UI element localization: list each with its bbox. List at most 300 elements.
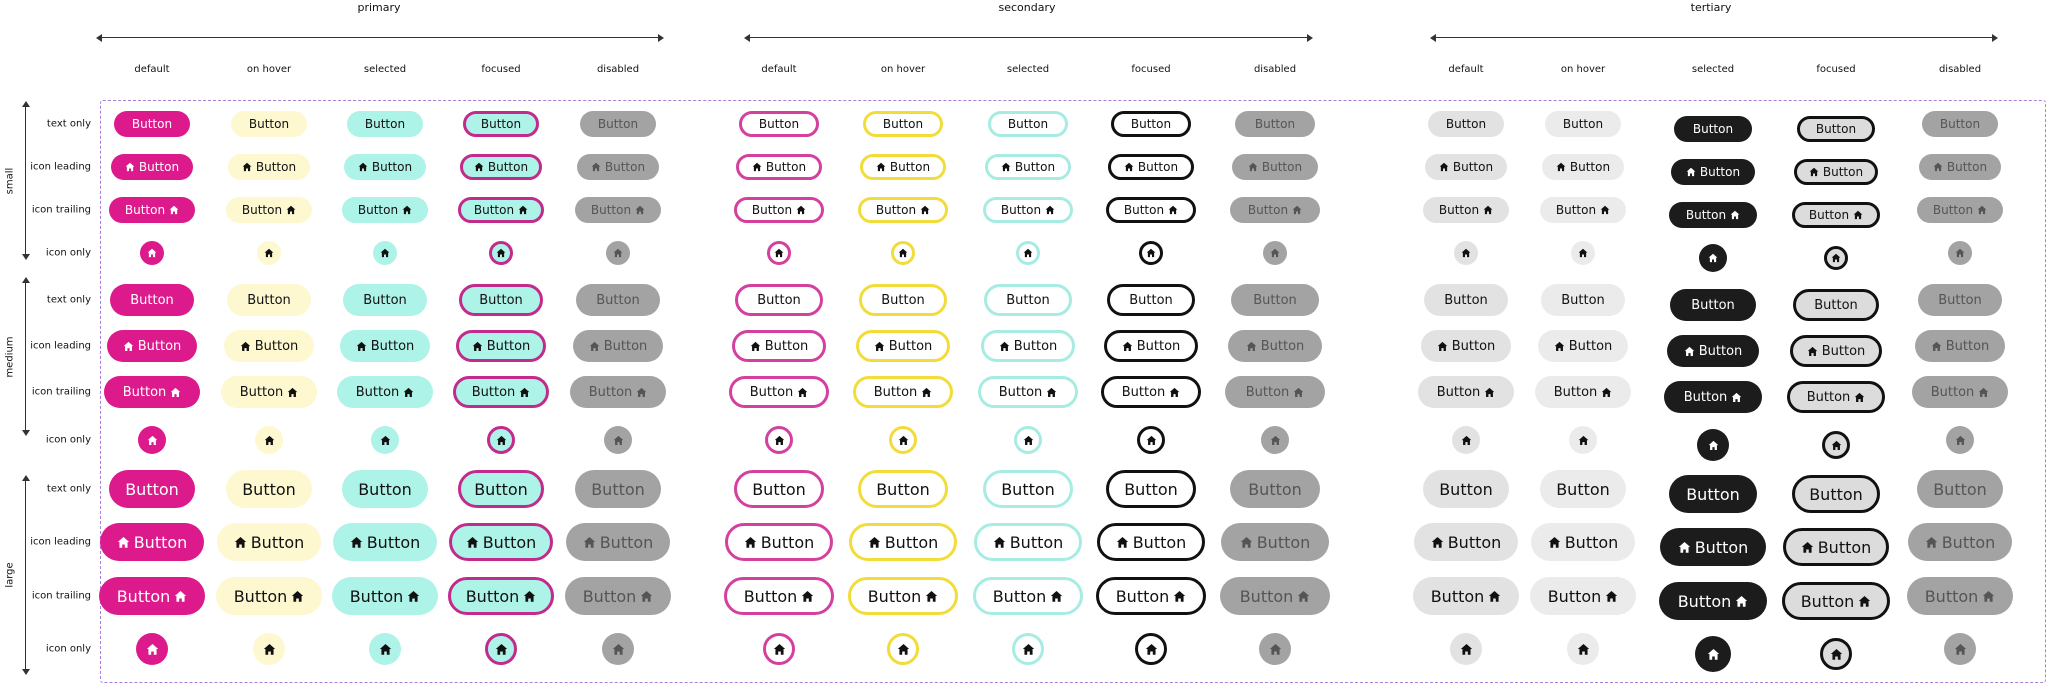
tertiary-button-large[interactable]: [1907, 577, 2013, 615]
tertiary-button-small[interactable]: [1917, 197, 2003, 223]
secondary-button-large[interactable]: [1106, 470, 1196, 508]
secondary-button-large[interactable]: [973, 577, 1083, 615]
button-label: Button: [1568, 338, 1613, 354]
tertiary-button-medium[interactable]: [1424, 284, 1508, 316]
state-label: focused: [1131, 64, 1171, 75]
button-label: Button: [1254, 117, 1296, 131]
tertiary-button-large[interactable]: [1792, 475, 1880, 513]
button-label: Button: [1683, 389, 1728, 405]
primary-button-small[interactable]: [231, 111, 307, 137]
state-label: on hover: [1560, 64, 1606, 75]
button-label: Button: [465, 586, 520, 606]
tertiary-button-large[interactable]: [1530, 577, 1636, 615]
primary-button-large[interactable]: [216, 577, 322, 615]
button-label: Button: [1121, 384, 1166, 400]
primary-button-medium[interactable]: [576, 284, 660, 316]
tertiary-button-small[interactable]: [1423, 197, 1509, 223]
primary-button-small[interactable]: [344, 154, 426, 180]
home-icon: [874, 341, 885, 352]
primary-button-medium[interactable]: [340, 330, 430, 362]
button-label: Button: [1685, 208, 1727, 222]
button-label: Button: [242, 479, 296, 499]
home-icon: [472, 341, 483, 352]
tertiary-button-large[interactable]: [1695, 636, 1731, 672]
secondary-button-small[interactable]: [1106, 197, 1196, 223]
home-icon: [1168, 205, 1178, 215]
button-label: Button: [1245, 384, 1290, 400]
home-icon: [1146, 248, 1156, 258]
home-icon: [898, 435, 909, 446]
primary-button-medium[interactable]: [453, 376, 549, 408]
primary-button-large[interactable]: [369, 633, 401, 665]
home-icon: [774, 435, 785, 446]
group-title-secondary: secondary: [998, 1, 1056, 14]
button-label: Button: [752, 479, 806, 499]
secondary-button-large[interactable]: [724, 577, 834, 615]
primary-button-medium[interactable]: [573, 330, 663, 362]
secondary-button-medium[interactable]: [1225, 376, 1325, 408]
size-label-medium: medium: [4, 335, 16, 378]
state-label: selected: [363, 64, 407, 75]
button-label: Button: [1938, 292, 1982, 308]
primary-button-small[interactable]: [114, 111, 190, 137]
primary-button-small[interactable]: [580, 111, 656, 137]
button-label: Button: [1123, 203, 1165, 217]
tertiary-button-small[interactable]: [1792, 202, 1880, 228]
secondary-button-large[interactable]: [858, 470, 948, 508]
tertiary-button-medium[interactable]: [1912, 376, 2008, 408]
home-icon: [1858, 595, 1871, 608]
home-icon: [797, 387, 808, 398]
tertiary-button-large[interactable]: [1783, 528, 1889, 566]
home-icon: [1146, 435, 1157, 446]
tertiary-button-small[interactable]: [1671, 159, 1755, 185]
tertiary-button-medium[interactable]: [1915, 330, 2005, 362]
secondary-button-medium[interactable]: [729, 376, 829, 408]
button-label: Button: [1939, 117, 1981, 131]
tertiary-button-large[interactable]: [1917, 470, 2003, 508]
button-label: Button: [596, 292, 640, 308]
secondary-button-large[interactable]: [887, 633, 919, 665]
tertiary-button-small[interactable]: [1545, 111, 1621, 137]
button-label: Button: [1800, 591, 1855, 611]
secondary-button-medium[interactable]: [765, 426, 793, 454]
secondary-button-medium[interactable]: [984, 284, 1072, 316]
button-label: Button: [889, 160, 931, 174]
secondary-button-small[interactable]: [739, 111, 819, 137]
row-label: icon only: [45, 643, 91, 655]
button-label: Button: [1561, 292, 1605, 308]
primary-button-small[interactable]: [140, 241, 164, 265]
secondary-button-large[interactable]: [725, 523, 833, 561]
tertiary-button-small[interactable]: [1540, 197, 1626, 223]
primary-button-small[interactable]: [257, 241, 281, 265]
primary-button-large[interactable]: [100, 523, 204, 561]
home-icon: [868, 536, 881, 549]
secondary-button-large[interactable]: [763, 633, 795, 665]
button-label: Button: [116, 586, 171, 606]
secondary-button-large[interactable]: [1097, 523, 1205, 561]
tertiary-button-medium[interactable]: [1535, 376, 1631, 408]
primary-button-medium[interactable]: [255, 426, 283, 454]
button-label: Button: [363, 292, 407, 308]
primary-button-large[interactable]: [253, 633, 285, 665]
tertiary-button-small[interactable]: [1699, 244, 1727, 272]
secondary-button-large[interactable]: [1012, 633, 1044, 665]
tertiary-button-small[interactable]: [1797, 116, 1875, 142]
tertiary-button-small[interactable]: [1922, 111, 1998, 137]
tertiary-button-small[interactable]: [1542, 154, 1624, 180]
button-label: Button: [233, 586, 288, 606]
primary-button-medium[interactable]: [227, 284, 311, 316]
home-icon: [1577, 643, 1590, 656]
button-label: Button: [604, 160, 646, 174]
secondary-button-medium[interactable]: [978, 376, 1078, 408]
primary-button-medium[interactable]: [337, 376, 433, 408]
home-icon: [264, 248, 274, 258]
home-icon: [993, 536, 1006, 549]
secondary-button-small[interactable]: [985, 154, 1071, 180]
primary-button-medium[interactable]: [104, 376, 200, 408]
primary-button-small[interactable]: [109, 197, 195, 223]
home-icon: [1684, 346, 1695, 357]
secondary-button-small[interactable]: [863, 111, 943, 137]
button-label: Button: [1009, 532, 1064, 552]
button-label: Button: [760, 532, 815, 552]
tertiary-button-large[interactable]: [1540, 470, 1626, 508]
secondary-button-small[interactable]: [891, 241, 915, 265]
primary-button-large[interactable]: [342, 470, 428, 508]
home-icon: [876, 162, 886, 172]
button-label: Button: [131, 117, 173, 131]
tertiary-button-large[interactable]: [1908, 523, 2012, 561]
button-label: Button: [992, 586, 1047, 606]
secondary-button-medium[interactable]: [1101, 376, 1201, 408]
tertiary-button-large[interactable]: [1413, 577, 1519, 615]
home-icon: [380, 435, 391, 446]
primary-button-medium[interactable]: [570, 376, 666, 408]
home-icon: [1801, 541, 1814, 554]
group-title-tertiary: tertiary: [1690, 1, 1732, 14]
state-label: disabled: [1938, 64, 1982, 75]
primary-button-medium[interactable]: [110, 284, 194, 316]
home-icon: [146, 643, 159, 656]
tertiary-button-medium[interactable]: [1569, 426, 1597, 454]
secondary-button-small[interactable]: [1016, 241, 1040, 265]
primary-button-large[interactable]: [458, 470, 544, 508]
primary-button-medium[interactable]: [343, 284, 427, 316]
home-icon: [1046, 387, 1057, 398]
primary-button-large[interactable]: [99, 577, 205, 615]
primary-button-large[interactable]: [575, 470, 661, 508]
secondary-button-small[interactable]: [1108, 154, 1194, 180]
primary-button-large[interactable]: [226, 470, 312, 508]
secondary-button-small[interactable]: [860, 154, 946, 180]
button-label: Button: [1006, 292, 1050, 308]
button-label: Button: [1261, 160, 1303, 174]
primary-button-large[interactable]: [565, 577, 671, 615]
home-icon: [898, 248, 908, 258]
tertiary-button-medium[interactable]: [1918, 284, 2002, 316]
tertiary-button-large[interactable]: [1450, 633, 1482, 665]
secondary-button-small[interactable]: [983, 197, 1073, 223]
tertiary-button-large[interactable]: [1782, 582, 1890, 620]
tertiary-button-medium[interactable]: [1946, 426, 1974, 454]
secondary-button-large[interactable]: [1221, 523, 1329, 561]
home-icon: [1955, 248, 1965, 258]
secondary-button-small[interactable]: [1232, 154, 1318, 180]
secondary-button-medium[interactable]: [1014, 426, 1042, 454]
secondary-button-small[interactable]: [734, 197, 824, 223]
primary-button-large[interactable]: [449, 523, 553, 561]
secondary-button-medium[interactable]: [1228, 330, 1322, 362]
primary-button-small[interactable]: [111, 154, 193, 180]
button-label: Button: [1256, 532, 1311, 552]
home-icon: [613, 248, 623, 258]
primary-button-small[interactable]: [489, 241, 513, 265]
button-label: Button: [1924, 586, 1979, 606]
tertiary-button-large[interactable]: [1659, 582, 1767, 620]
home-icon: [1246, 341, 1257, 352]
home-icon: [1735, 595, 1748, 608]
tertiary-button-medium[interactable]: [1793, 289, 1879, 321]
button-label: Button: [757, 292, 801, 308]
tertiary-button-medium[interactable]: [1538, 330, 1628, 362]
tertiary-button-small[interactable]: [1454, 241, 1478, 265]
button-label: Button: [1439, 479, 1493, 499]
tertiary-button-large[interactable]: [1567, 633, 1599, 665]
secondary-button-large[interactable]: [1135, 633, 1167, 665]
tertiary-button-small[interactable]: [1674, 116, 1752, 142]
primary-button-small[interactable]: [226, 197, 312, 223]
button-label: Button: [888, 338, 933, 354]
tertiary-button-small[interactable]: [1794, 159, 1878, 185]
secondary-button-large[interactable]: [1096, 577, 1206, 615]
tertiary-button-medium[interactable]: [1667, 335, 1759, 367]
tertiary-button-small[interactable]: [1669, 202, 1757, 228]
home-icon: [636, 387, 647, 398]
tertiary-button-large[interactable]: [1414, 523, 1518, 561]
primary-button-small[interactable]: [458, 197, 544, 223]
button-label: Button: [1132, 532, 1187, 552]
button-label: Button: [124, 203, 166, 217]
button-label: Button: [875, 203, 917, 217]
tertiary-button-medium[interactable]: [1664, 381, 1762, 413]
primary-button-large[interactable]: [136, 633, 168, 665]
primary-button-large[interactable]: [448, 577, 554, 615]
secondary-button-medium[interactable]: [853, 376, 953, 408]
secondary-button-small[interactable]: [1235, 111, 1315, 137]
primary-button-medium[interactable]: [107, 330, 197, 362]
primary-button-large[interactable]: [602, 633, 634, 665]
secondary-button-medium[interactable]: [735, 284, 823, 316]
button-label: Button: [1260, 338, 1305, 354]
button-label: Button: [1553, 384, 1598, 400]
secondary-button-medium[interactable]: [1261, 426, 1289, 454]
primary-button-small[interactable]: [575, 197, 661, 223]
tertiary-button-small[interactable]: [1428, 111, 1504, 137]
size-span-arrow: [25, 480, 26, 670]
tertiary-button-large[interactable]: [1820, 638, 1852, 670]
home-icon: [1977, 205, 1987, 215]
primary-button-medium[interactable]: [221, 376, 317, 408]
tertiary-button-large[interactable]: [1423, 470, 1509, 508]
button-label: Button: [137, 338, 182, 354]
button-label: Button: [597, 117, 639, 131]
home-icon: [1240, 536, 1253, 549]
primary-button-medium[interactable]: [456, 330, 546, 362]
home-icon: [264, 435, 275, 446]
primary-button-medium[interactable]: [371, 426, 399, 454]
secondary-button-large[interactable]: [974, 523, 1082, 561]
home-icon: [897, 643, 910, 656]
secondary-button-large[interactable]: [983, 470, 1073, 508]
button-label: Button: [1555, 203, 1597, 217]
primary-button-medium[interactable]: [604, 426, 632, 454]
tertiary-button-medium[interactable]: [1790, 335, 1882, 367]
button-label: Button: [1115, 586, 1170, 606]
secondary-button-small[interactable]: [1111, 111, 1191, 137]
secondary-button-small[interactable]: [1230, 197, 1320, 223]
primary-button-small[interactable]: [342, 197, 428, 223]
secondary-button-medium[interactable]: [1107, 284, 1195, 316]
secondary-button-medium[interactable]: [1137, 426, 1165, 454]
home-icon: [1023, 248, 1033, 258]
primary-button-small[interactable]: [577, 154, 659, 180]
tertiary-button-medium[interactable]: [1418, 376, 1514, 408]
button-label: Button: [1699, 165, 1741, 179]
home-icon: [1431, 536, 1444, 549]
secondary-button-large[interactable]: [734, 470, 824, 508]
button-label: Button: [1014, 160, 1056, 174]
primary-button-small[interactable]: [463, 111, 539, 137]
button-label: Button: [599, 532, 654, 552]
home-icon: [1708, 253, 1718, 263]
row-label: icon only: [45, 247, 91, 259]
secondary-button-large[interactable]: [1259, 633, 1291, 665]
secondary-button-small[interactable]: [858, 197, 948, 223]
secondary-button-small[interactable]: [736, 154, 822, 180]
row-label: icon only: [45, 434, 91, 446]
secondary-button-medium[interactable]: [981, 330, 1075, 362]
home-icon: [1169, 387, 1180, 398]
primary-button-large[interactable]: [566, 523, 670, 561]
state-label: on hover: [880, 64, 926, 75]
button-label: Button: [1137, 160, 1179, 174]
button-label: Button: [1692, 122, 1734, 136]
secondary-button-small[interactable]: [1263, 241, 1287, 265]
primary-button-large[interactable]: [109, 470, 195, 508]
secondary-button-medium[interactable]: [1231, 284, 1319, 316]
secondary-button-large[interactable]: [849, 523, 957, 561]
primary-button-large[interactable]: [485, 633, 517, 665]
home-icon: [380, 248, 390, 258]
size-span-arrow: [25, 106, 26, 255]
tertiary-button-medium[interactable]: [1787, 381, 1885, 413]
button-label: Button: [1809, 484, 1863, 504]
home-icon: [750, 341, 761, 352]
button-label: Button: [1547, 586, 1602, 606]
secondary-button-medium[interactable]: [732, 330, 826, 362]
row-label: text only: [46, 483, 91, 495]
button-label: Button: [1691, 297, 1735, 313]
secondary-button-large[interactable]: [848, 577, 958, 615]
secondary-button-medium[interactable]: [859, 284, 947, 316]
button-label: Button: [881, 292, 925, 308]
tertiary-button-medium[interactable]: [1697, 429, 1729, 461]
secondary-button-medium[interactable]: [856, 330, 950, 362]
tertiary-button-medium[interactable]: [1452, 426, 1480, 454]
tertiary-button-medium[interactable]: [1421, 330, 1511, 362]
secondary-button-medium[interactable]: [1104, 330, 1198, 362]
tertiary-button-large[interactable]: [1660, 528, 1766, 566]
primary-button-large[interactable]: [217, 523, 321, 561]
button-label: Button: [130, 292, 174, 308]
primary-button-small[interactable]: [606, 241, 630, 265]
group-span-arrow: [748, 37, 1309, 38]
button-label: Button: [998, 384, 1043, 400]
button-label: Button: [125, 479, 179, 499]
home-icon: [356, 341, 367, 352]
primary-button-large[interactable]: [332, 577, 438, 615]
home-icon: [170, 387, 181, 398]
home-icon: [286, 205, 296, 215]
tertiary-button-small[interactable]: [1919, 154, 2001, 180]
button-label: Button: [1814, 297, 1858, 313]
home-icon: [774, 248, 784, 258]
button-label: Button: [1822, 165, 1864, 179]
state-label: default: [761, 64, 797, 75]
tertiary-button-small[interactable]: [1425, 154, 1507, 180]
button-label: Button: [482, 532, 537, 552]
primary-button-medium[interactable]: [138, 426, 166, 454]
secondary-button-medium[interactable]: [889, 426, 917, 454]
tertiary-button-small[interactable]: [1571, 241, 1595, 265]
tertiary-button-large[interactable]: [1669, 475, 1757, 513]
tertiary-button-small[interactable]: [1824, 246, 1848, 270]
tertiary-button-large[interactable]: [1531, 523, 1635, 561]
state-label: selected: [1691, 64, 1735, 75]
tertiary-button-large[interactable]: [1944, 633, 1976, 665]
secondary-button-small[interactable]: [1139, 241, 1163, 265]
tertiary-button-small[interactable]: [1948, 241, 1972, 265]
tertiary-button-medium[interactable]: [1670, 289, 1756, 321]
home-icon: [240, 341, 251, 352]
secondary-button-large[interactable]: [1230, 470, 1320, 508]
button-label: Button: [873, 384, 918, 400]
button-label: Button: [138, 160, 180, 174]
tertiary-button-medium[interactable]: [1541, 284, 1625, 316]
primary-button-small[interactable]: [373, 241, 397, 265]
primary-button-small[interactable]: [228, 154, 310, 180]
home-icon: [1023, 435, 1034, 446]
home-icon: [921, 387, 932, 398]
primary-button-medium[interactable]: [224, 330, 314, 362]
primary-button-large[interactable]: [333, 523, 437, 561]
home-icon: [583, 536, 596, 549]
primary-button-medium[interactable]: [459, 284, 543, 316]
state-label: on hover: [246, 64, 292, 75]
primary-button-small[interactable]: [460, 154, 542, 180]
primary-button-small[interactable]: [347, 111, 423, 137]
secondary-button-small[interactable]: [988, 111, 1068, 137]
tertiary-button-medium[interactable]: [1822, 431, 1850, 459]
home-icon: [1437, 341, 1448, 352]
secondary-button-large[interactable]: [1220, 577, 1330, 615]
secondary-button-small[interactable]: [767, 241, 791, 265]
primary-button-medium[interactable]: [487, 426, 515, 454]
home-icon: [1461, 435, 1472, 446]
